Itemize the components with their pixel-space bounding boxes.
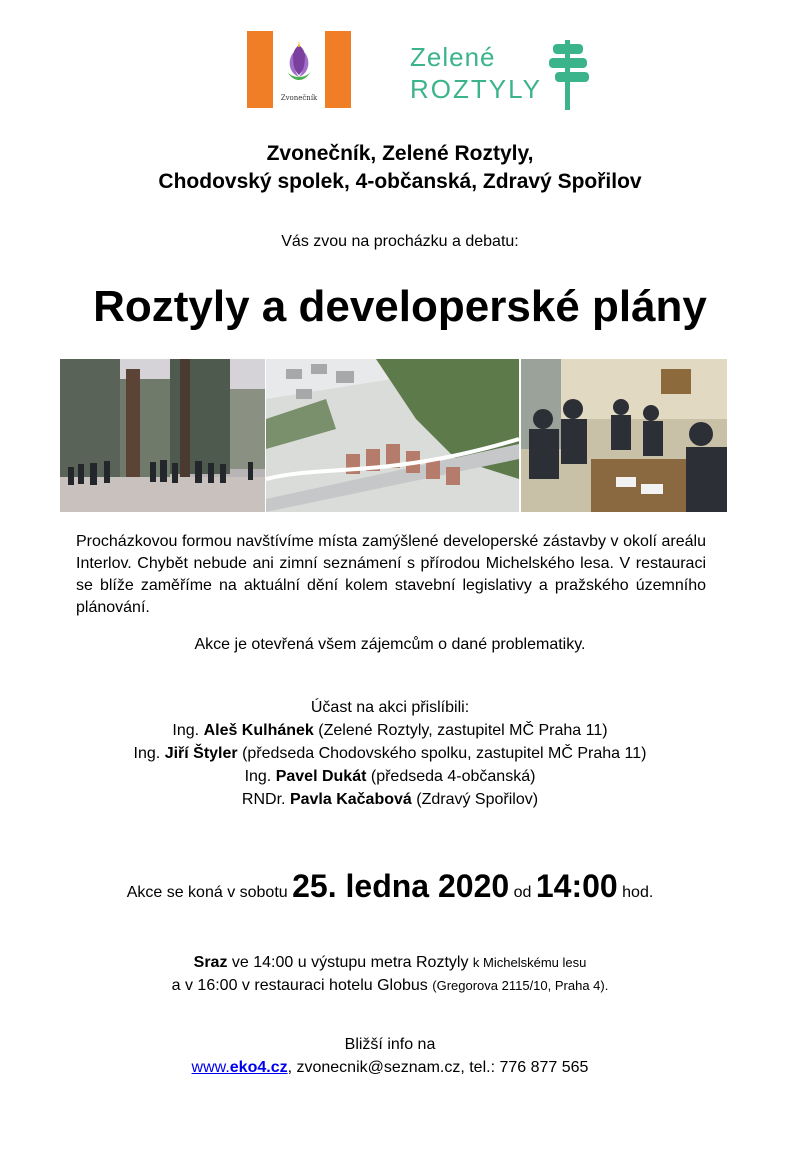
- event-datetime: [0, 868, 780, 905]
- organizers: [0, 140, 800, 196]
- participant-role: (Zdravý Spořilov): [416, 791, 539, 808]
- participant-role: (Zelené Roztyly, zastupitel MČ Praha 11): [318, 722, 608, 739]
- participant-row: [0, 765, 780, 788]
- invite-text: Vás zvou na procházku a debatu:: [281, 233, 519, 250]
- meeting-line1-main: ve 14:00 u výstupu metra Roztyly: [231, 954, 469, 971]
- participants-heading: Účast na akci přislíbili:: [310, 699, 470, 716]
- open-note: Akce je otevřená všem zájemcům o dané problematiky.: [194, 636, 586, 653]
- participant-row: [0, 719, 780, 742]
- participant-name: Pavla Kačabová: [289, 791, 412, 808]
- website-link[interactable]: [192, 1059, 288, 1076]
- restaurant-meeting-photo: [521, 359, 727, 512]
- meeting-line2: [0, 974, 780, 997]
- event-prefix: Akce se koná v sobotu: [126, 884, 288, 901]
- headline: Roztyly a developerské plány: [93, 282, 707, 331]
- info-heading: Bližší info na: [344, 1036, 436, 1053]
- participant-row: [0, 742, 780, 765]
- participant-role: (předseda 4-občanská): [370, 768, 536, 785]
- participant-row: [0, 788, 780, 811]
- event-mid: od: [513, 884, 532, 901]
- website-link-prefix: www.: [191, 1059, 230, 1076]
- event-suffix: hod.: [622, 884, 654, 901]
- info-line: [0, 1056, 780, 1079]
- meeting-line1-small: k Michelskému lesu: [472, 955, 587, 970]
- development-plan-render: [266, 359, 519, 512]
- website-link-domain: eko4.cz: [229, 1059, 288, 1076]
- forest-group-photo: [60, 359, 265, 512]
- zelene-roztyly-logo-line1: Zelené: [410, 42, 496, 72]
- zelene-roztyly-logo: [405, 38, 595, 118]
- event-description: Procházkovou formou navštívíme místa zamýšlené developerské zástavby v okolí areálu Interlov. Chybět nebude ani zimní seznámení s přírodou Michelského lesa. V restauraci se blíže zaměříme na aktuální dění kolem stavební legislativy a pražského územního plánování.: [76, 533, 706, 616]
- participant-name: Pavel Dukát: [275, 768, 367, 785]
- participant-title: Ing.: [172, 722, 200, 739]
- participants: [0, 696, 780, 811]
- meeting-info: [0, 951, 780, 997]
- zelene-roztyly-logo-line2: ROZTYLY: [410, 74, 542, 104]
- event-date: 25. ledna 2020: [292, 868, 510, 904]
- event-time: 14:00: [535, 868, 618, 904]
- participant-title: Ing.: [133, 745, 161, 762]
- participant-role: (předseda Chodovského spolku, zastupitel MČ Praha 11): [242, 745, 647, 762]
- zvonecnik-logo: [247, 31, 351, 108]
- meeting-line2-main: a v 16:00 v restauraci hotelu Globus: [171, 977, 428, 994]
- participant-title: Ing.: [244, 768, 272, 785]
- organizers-line2: Chodovský spolek, 4-občanská, Zdravý Spořilov: [158, 170, 642, 193]
- zvonecnik-logo-caption: Zvonečník: [280, 94, 318, 102]
- bellflower-icon: [273, 31, 325, 91]
- organizers-line1: Zvonečník, Zelené Roztyly,: [266, 142, 534, 165]
- participant-name: Aleš Kulhánek: [203, 722, 314, 739]
- contact-details: , zvonecnik@seznam.cz, tel.: 776 877 565: [287, 1059, 589, 1076]
- meeting-line2-small: (Gregorova 2115/10, Praha 4).: [432, 978, 609, 993]
- meeting-line1: [0, 951, 780, 974]
- meeting-sraz-label: Sraz: [193, 954, 228, 971]
- contact-info: [0, 1033, 780, 1079]
- signpost-tree-icon: [547, 38, 593, 118]
- participant-title: RNDr.: [241, 791, 286, 808]
- participant-name: Jiří Štyler: [164, 745, 238, 762]
